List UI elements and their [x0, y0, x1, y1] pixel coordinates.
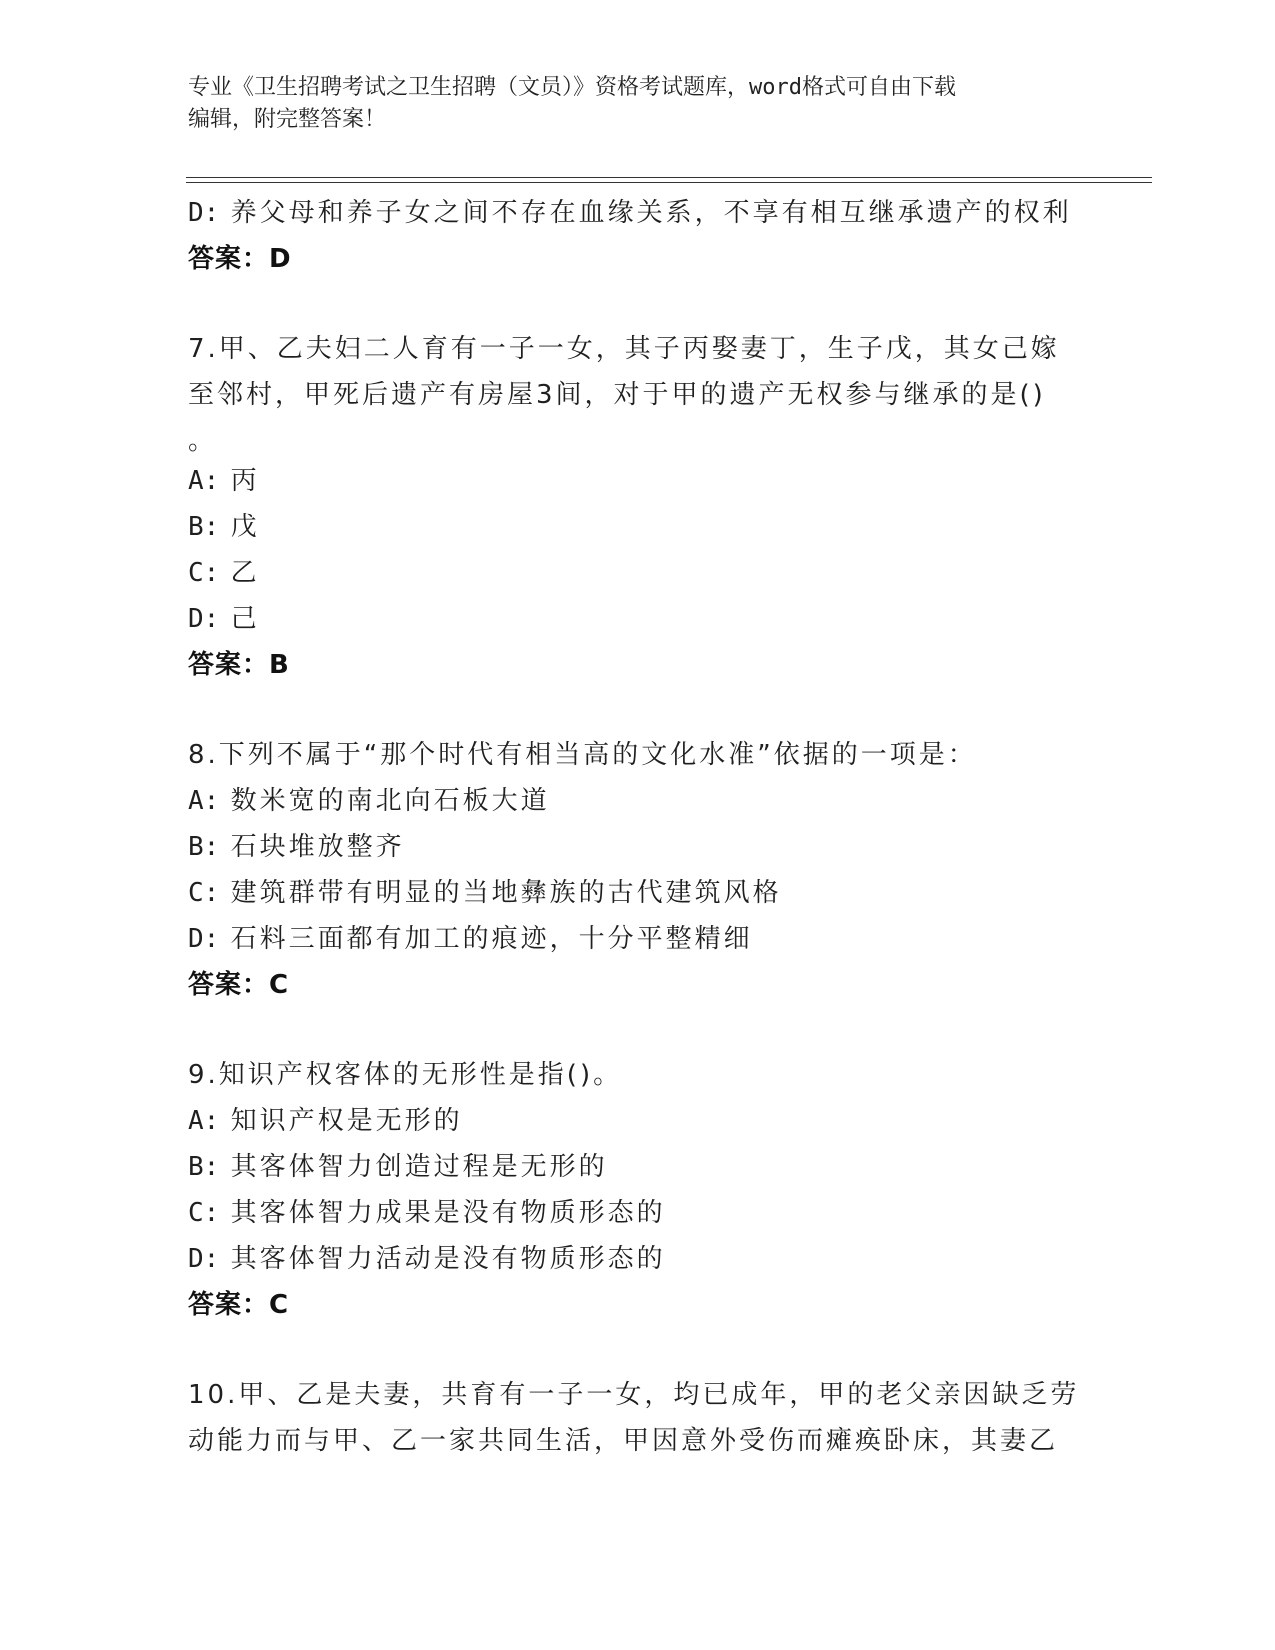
option-d: D: 石料三面都有加工的痕迹，十分平整精细 [188, 924, 753, 954]
header-divider-top [186, 177, 1152, 178]
option-b: B: 石块堆放整齐 [188, 832, 405, 862]
option-d: D: 养父母和养子女之间不存在血缘关系，不享有相互继承遗产的权利 [188, 198, 1072, 228]
spacer [188, 1328, 1088, 1372]
spacer [188, 1008, 1088, 1052]
question-stem: 7.甲、乙夫妇二人育有一子一女，其子丙娶妻丁，生子戊，其女己嫁 [188, 334, 1060, 364]
question-stem: 。 [188, 426, 218, 456]
option-a: A: 知识产权是无形的 [188, 1106, 463, 1136]
header-line-2: 编辑，附完整答案！ [188, 107, 387, 132]
question-7 [188, 326, 1088, 688]
question-list [188, 190, 1088, 1464]
spacer [188, 688, 1088, 732]
question-10 [188, 1372, 1088, 1464]
option-c: C: 建筑群带有明显的当地彝族的古代建筑风格 [188, 878, 782, 908]
question-6 [188, 190, 1088, 282]
page-header [188, 72, 1068, 136]
question-stem: 动能力而与甲、乙一家共同生活，甲因意外受伤而瘫痪卧床，其妻乙 [188, 1426, 1059, 1456]
spacer [188, 282, 1088, 326]
question-8 [188, 732, 1088, 1008]
answer: 答案：B [188, 650, 290, 680]
option-a: A: 数米宽的南北向石板大道 [188, 786, 550, 816]
question-stem: 至邻村，甲死后遗产有房屋3间，对于甲的遗产无权参与继承的是() [188, 380, 1046, 410]
option-c: C: 乙 [188, 558, 260, 588]
option-d: D: 己 [188, 604, 260, 634]
option-c: C: 其客体智力成果是没有物质形态的 [188, 1198, 666, 1228]
option-d: D: 其客体智力活动是没有物质形态的 [188, 1244, 666, 1274]
question-stem: 9.知识产权客体的无形性是指()。 [188, 1060, 623, 1090]
answer: 答案：D [188, 244, 292, 274]
option-a: A: 丙 [188, 466, 260, 496]
option-b: B: 其客体智力创造过程是无形的 [188, 1152, 608, 1182]
answer: 答案：C [188, 970, 290, 1000]
header-divider-bottom [186, 182, 1152, 183]
header-line-1: 专业《卫生招聘考试之卫生招聘（文员）》资格考试题库，word格式可自由下载 [188, 75, 956, 100]
answer: 答案：C [188, 1290, 290, 1320]
question-stem: 8.下列不属于“那个时代有相当高的文化水准”依据的一项是： [188, 740, 977, 770]
question-9 [188, 1052, 1088, 1328]
option-b: B: 戊 [188, 512, 260, 542]
question-stem: 10.甲、乙是夫妻，共育有一子一女，均已成年，甲的老父亲因缺乏劳 [188, 1380, 1080, 1410]
